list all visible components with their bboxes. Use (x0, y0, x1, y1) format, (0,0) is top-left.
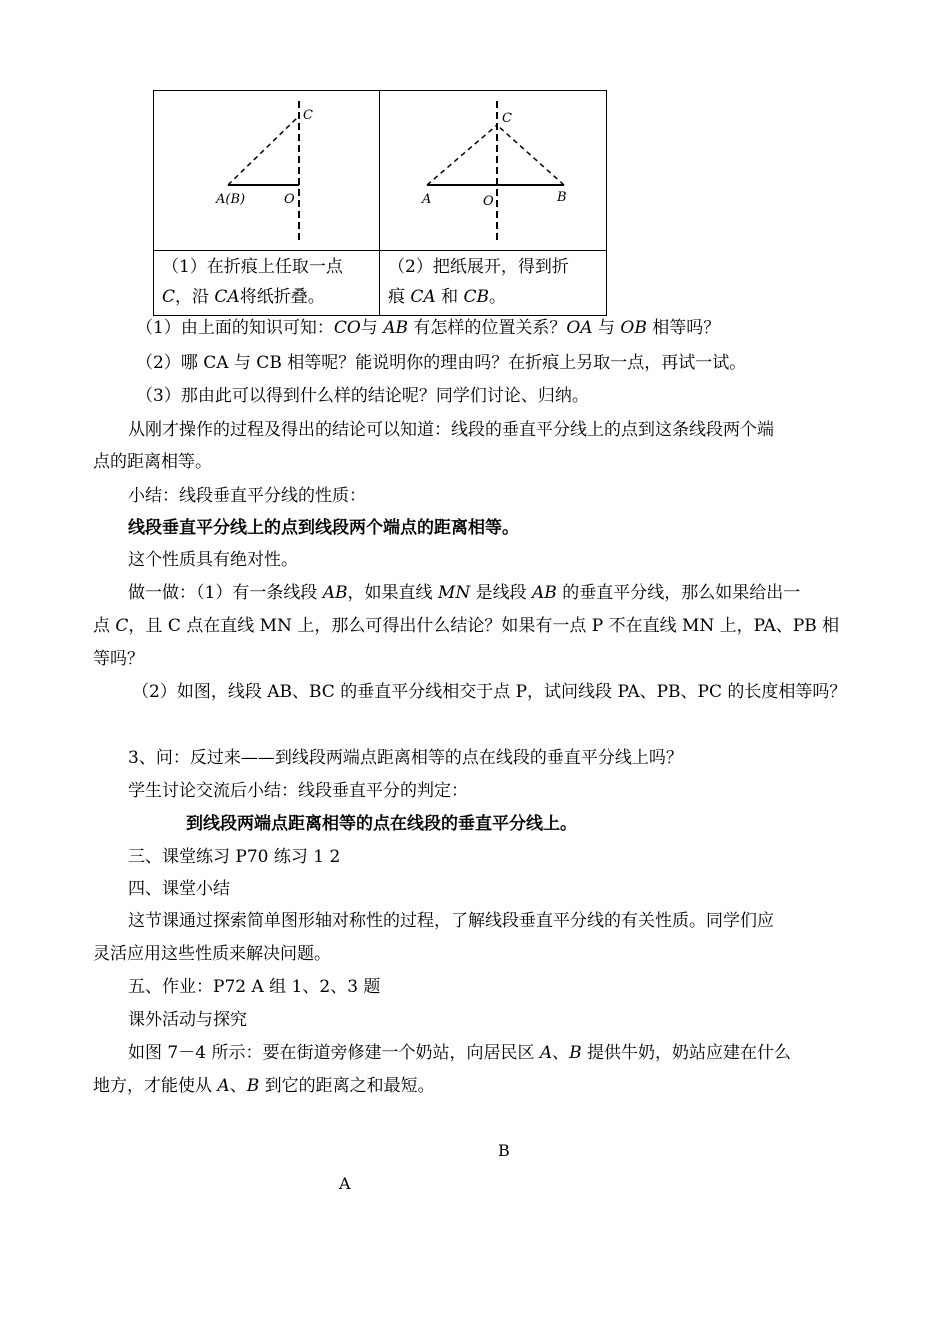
question-1: （1）由上面的知识可知：CO与 AB 有怎样的位置关系？OA 与 OB 相等吗？ (136, 318, 721, 338)
paragraph-conclusion-line2: 点的距离相等。 (93, 452, 212, 472)
section-homework: 五、作业：P72 A 组 1、2、3 题 (128, 977, 381, 997)
label-a: A (422, 192, 432, 207)
paragraph-conclusion-line1: 从刚才操作的过程及得出的结论可以知道：线段的垂直平分线上的点到这条线段两个端 (128, 420, 774, 440)
caption-2-line2: 痕 CA 和 CB。 (388, 287, 507, 307)
exercise-line2: 地方，才能使从 A、B 到它的距离之和最短。 (93, 1076, 435, 1096)
figure-cell-unfold (380, 91, 606, 251)
segment-cb (497, 125, 564, 185)
unfold-diagram (380, 91, 605, 250)
try-line2: 点 C，且 C 点在直线 MN 上，那么可得出什么结论？如果有一点 P 不在直线 MN 上，PA、PB 相 (93, 616, 840, 636)
caption-cell-1 (154, 251, 380, 315)
question-3: （3）那由此可以得到什么样的结论呢？同学们讨论、归纳。 (136, 386, 589, 406)
question-2: （2）哪 CA 与 CB 相等呢？能说明你的理由吗？在折痕上另取一点，再试一试。 (136, 353, 747, 373)
label-b: B (557, 190, 567, 205)
figure-table (153, 90, 607, 316)
label-o: O (284, 192, 295, 207)
label-c: C (502, 111, 512, 126)
caption-1-line1: （1）在折痕上任取一点 (162, 257, 343, 277)
label-o: O (483, 194, 494, 209)
caption-2-line1: （2）把纸展开，得到折 (388, 257, 569, 277)
try-question-2: （2）如图，线段 AB、BC 的垂直平分线相交于点 P，试问线段 PA、PB、PC 的长度相等吗？ (132, 682, 847, 702)
summary-heading: 小结：线段垂直平分线的性质： (128, 486, 366, 506)
absolute-note: 这个性质具有绝对性。 (128, 550, 298, 570)
section-summary: 四、课堂小结 (128, 879, 230, 899)
try-line1: 做一做：（1）有一条线段 AB，如果直线 MN 是线段 AB 的垂直平分线，那么如果给出一 (128, 583, 801, 603)
label-ab: A(B) (216, 192, 246, 207)
summary-line2: 灵活应用这些性质来解决问题。 (93, 944, 331, 964)
figure-cell-fold (154, 91, 380, 251)
ask-converse: 3、问：反过来——到线段两端点距离相等的点在线段的垂直平分线上吗？ (128, 748, 683, 768)
exercise-line1: 如图 7－4 所示：要在街道旁修建一个奶站，向居民区 A、B 提供牛奶，奶站应建在什么 (128, 1043, 792, 1063)
discussion-summary: 学生讨论交流后小结：线段垂直平分的判定： (128, 781, 468, 801)
summary-line1: 这节课通过探索简单图形轴对称性的过程，了解线段垂直平分线的有关性质。同学们应 (128, 911, 774, 931)
point-b-label: B (498, 1141, 510, 1160)
section-practice: 三、课堂练习 P70 练习 1 2 (128, 847, 341, 867)
caption-cell-2 (380, 251, 606, 315)
extra-activity-heading: 课外活动与探究 (128, 1010, 247, 1030)
try-line3: 等吗？ (93, 649, 144, 669)
fold-diagram (154, 91, 379, 250)
caption-1-line2: C，沿 CA将纸折叠。 (162, 287, 325, 307)
judgement-statement: 到线段两端点距离相等的点在线段的垂直平分线上。 (186, 814, 577, 834)
property-statement: 线段垂直平分线上的点到线段两个端点的距离相等。 (128, 518, 519, 538)
label-c: C (303, 108, 313, 123)
segment-ca (228, 116, 299, 185)
point-a-label: A (339, 1174, 351, 1193)
segment-ca (427, 125, 497, 185)
